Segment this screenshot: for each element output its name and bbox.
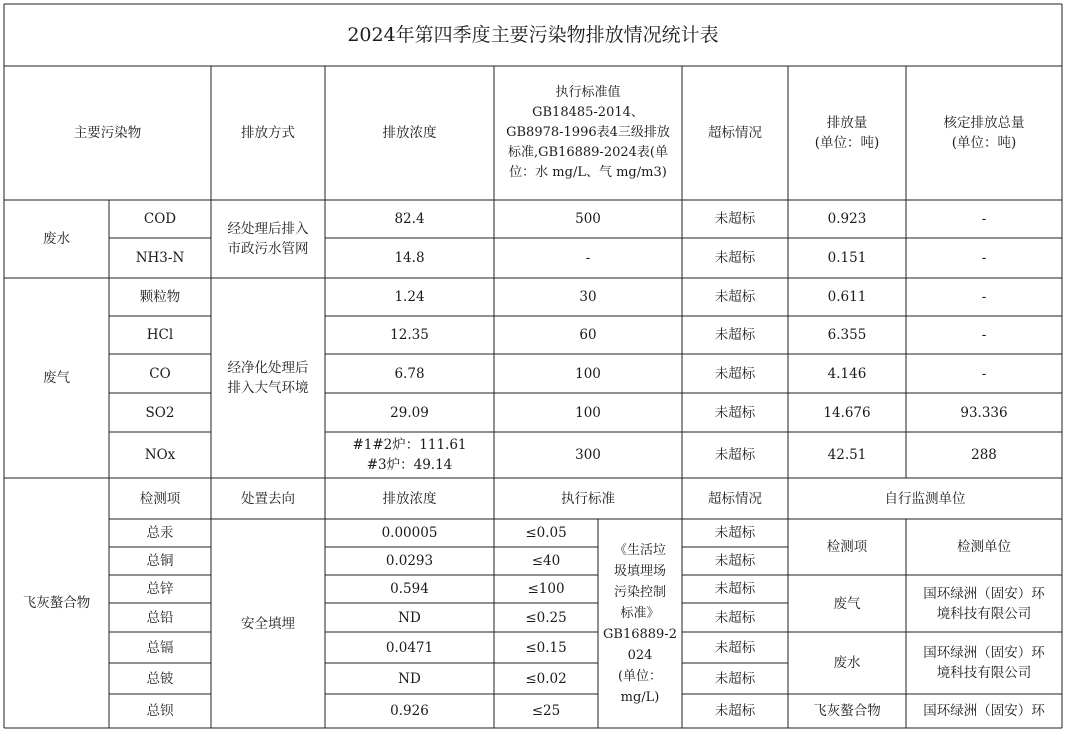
flyash-conc: 0.0293 [385, 553, 434, 569]
monitor-unit: 国环绿洲（固安）环 [923, 703, 1045, 719]
flyash-conc: 0.0471 [385, 639, 434, 656]
pollutant-name: COD [143, 211, 177, 227]
total-value: 93.336 [960, 404, 1008, 421]
flyash-item-name: 总镉 [146, 639, 174, 656]
category-wastewater: 废水 [43, 231, 70, 247]
header-total: 核定排放总量 (单位：吨) [943, 115, 1025, 151]
amount-value: 14.676 [823, 404, 871, 421]
standard-value: 500 [575, 211, 601, 227]
flyash-item-name: 总锌 [146, 581, 174, 597]
flyash-std: ≤0.02 [525, 670, 567, 687]
amount-value: 6.355 [827, 327, 867, 343]
exceed-status: 未超标 [714, 404, 756, 421]
concentration-value: 82.4 [394, 211, 425, 227]
flyash-std: ≤40 [531, 553, 561, 569]
flyash-conc: 0.00005 [381, 525, 438, 541]
flyash-header-item: 检测项 [139, 490, 181, 507]
flyash-item-name: 总钡 [146, 703, 174, 719]
flyash-exceed: 未超标 [714, 703, 756, 719]
header-pollutant: 主要污染物 [73, 125, 142, 141]
flyash-std: ≤0.05 [525, 525, 567, 541]
pollutant-name: 颗粒物 [139, 289, 181, 305]
header-amount: 排放量 (单位：吨) [814, 115, 880, 151]
flyash-std: ≤100 [527, 581, 565, 597]
flyash-conc: ND [398, 609, 421, 626]
amount-value: 0.611 [827, 289, 867, 305]
flyash-item-name: 总铅 [146, 609, 174, 626]
exhaust-method: 经净化处理后 排入大气环境 [227, 360, 309, 396]
concentration-value: 6.78 [394, 365, 425, 382]
flyash-std: ≤25 [531, 703, 561, 719]
flyash-exceed: 未超标 [714, 553, 756, 569]
exceed-status: 未超标 [714, 289, 756, 305]
total-value: - [981, 211, 987, 227]
amount-value: 0.151 [827, 250, 867, 266]
concentration-value: 12.35 [390, 327, 429, 343]
total-value: - [981, 327, 987, 343]
flyash-item-name: 总铍 [146, 670, 174, 687]
monitor-item: 废气 [833, 595, 861, 612]
amount-value: 0.923 [827, 211, 867, 227]
concentration-value: 1.24 [394, 289, 425, 305]
pollutant-name: SO2 [145, 404, 175, 421]
pollutant-name: NOx [144, 447, 176, 463]
flyash-exceed: 未超标 [714, 525, 756, 541]
monitor-item-label: 检测项 [826, 539, 868, 555]
flyash-header-disposal: 处置去向 [241, 490, 295, 507]
monitor-item: 飞灰螯合物 [813, 703, 881, 719]
standard-value: 60 [579, 327, 597, 343]
concentration-value: 14.8 [394, 250, 425, 266]
monitor-unit-label: 检测单位 [957, 539, 1011, 555]
category-flyash: 飞灰螯合物 [22, 595, 91, 611]
pollutant-name: NH3-N [135, 250, 185, 266]
flyash-exceed: 未超标 [714, 609, 756, 626]
total-value: 288 [971, 447, 997, 463]
monitor-item: 废水 [833, 655, 861, 671]
pollutant-name: HCl [146, 327, 174, 343]
monitor-unit: 国环绿洲（固安）环 境科技有限公司 [923, 645, 1045, 681]
total-value: - [981, 250, 987, 266]
standard-value: 100 [575, 365, 601, 382]
standard-value: 100 [575, 404, 601, 421]
exceed-status: 未超标 [714, 211, 756, 227]
flyash-conc: ND [398, 670, 421, 687]
flyash-exceed: 未超标 [714, 670, 756, 687]
header-concentration: 排放浓度 [382, 125, 437, 141]
flyash-exceed: 未超标 [714, 581, 756, 597]
exceed-status: 未超标 [714, 250, 756, 266]
standard-value: 300 [575, 447, 601, 463]
exceed-status: 未超标 [714, 365, 756, 382]
exceed-status: 未超标 [714, 447, 756, 463]
standard-value: - [585, 250, 591, 266]
flyash-header-exceed: 超标情况 [708, 490, 762, 507]
flyash-conc: 0.926 [390, 703, 429, 719]
concentration-value: #1#2炉：111.61 #3炉：49.14 [352, 437, 467, 473]
flyash-item-name: 总铜 [146, 553, 174, 569]
flyash-exceed: 未超标 [714, 639, 756, 656]
header-exceed: 超标情况 [708, 125, 762, 141]
exceed-status: 未超标 [714, 327, 756, 343]
flyash-header-conc: 排放浓度 [382, 490, 437, 507]
wastewater-method: 经处理后排入 市政污水管网 [227, 221, 309, 257]
total-value: - [981, 365, 987, 382]
flyash-item-name: 总汞 [146, 525, 174, 541]
flyash-conc: 0.594 [390, 581, 429, 597]
flyash-std: ≤0.15 [525, 639, 567, 656]
standard-value: 30 [579, 289, 597, 305]
amount-value: 4.146 [827, 365, 867, 382]
amount-value: 42.51 [827, 447, 867, 463]
category-exhaust: 废气 [43, 370, 70, 386]
flyash-disposal: 安全填埋 [241, 615, 295, 632]
flyash-standard-note: 《生活垃 圾填埋场 污染控制 标准》 GB16889-2 024 (单位： mg/L) [603, 542, 677, 705]
header-standard: 执行标准值 GB18485-2014、 GB8978-1996表4三级排放 标准,GB16889-2024表(单 位：水 mg/L、气 mg/m3) [506, 85, 670, 180]
total-value: - [981, 289, 987, 305]
concentration-value: 29.09 [390, 404, 429, 421]
monitor-unit: 国环绿洲（固安）环 境科技有限公司 [923, 585, 1045, 622]
page-title: 2024年第四季度主要污染物排放情况统计表 [347, 24, 719, 46]
pollutant-name: CO [149, 365, 171, 382]
flyash-header-monitor: 自行监测单位 [884, 490, 966, 507]
flyash-header-std: 执行标准 [561, 490, 615, 507]
header-method: 排放方式 [241, 125, 295, 141]
flyash-std: ≤0.25 [525, 609, 567, 626]
